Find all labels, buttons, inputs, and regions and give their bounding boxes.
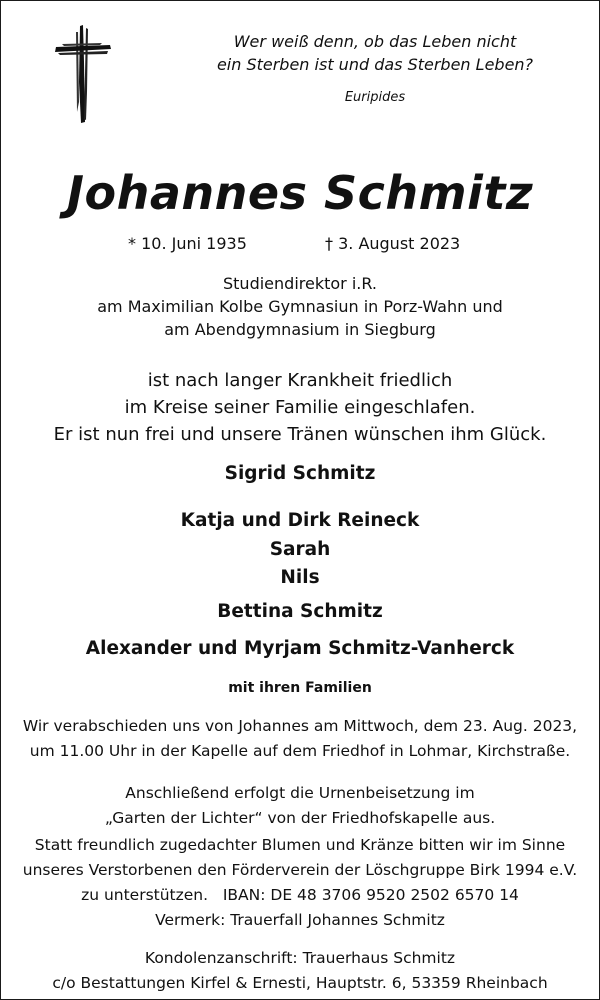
donation-line: Vermerk: Trauerfall Johannes Schmitz bbox=[155, 911, 445, 929]
mourner-name: Katja und Dirk Reineck bbox=[180, 510, 420, 531]
condolence-address bbox=[0, 946, 600, 996]
mourner-name: Alexander und Myrjam Schmitz-Vanherck bbox=[85, 638, 515, 659]
donation-info bbox=[0, 833, 600, 933]
title-line: am Maximilian Kolbe Gymnasiun in Porz-Wahn und bbox=[97, 297, 503, 316]
mourner-name: Nils bbox=[280, 567, 320, 588]
quote-line: Wer weiß denn, ob das Leben nicht bbox=[233, 32, 517, 51]
message-line: im Kreise seiner Familie eingeschlafen. bbox=[124, 397, 476, 418]
message-line: ist nach langer Krankheit friedlich bbox=[147, 370, 453, 391]
urn-line: „Garten der Lichter“ von der Friedhofskapelle aus. bbox=[104, 809, 496, 827]
epigraph-quote bbox=[210, 30, 540, 76]
urn-line: Anschließend erfolgt die Urnenbeisetzung im bbox=[125, 784, 475, 802]
quote-author: Euripides bbox=[344, 90, 406, 105]
with-families-note: mit ihren Familien bbox=[228, 680, 372, 696]
title-line: Studiendirektor i.R. bbox=[223, 274, 377, 293]
title-line: am Abendgymnasium in Siegburg bbox=[164, 320, 436, 339]
ceremony-line: um 11.00 Uhr in der Kapelle auf dem Friedhof in Lohmar, Kirchstraße. bbox=[29, 742, 571, 760]
message-line: Er ist nun frei und unsere Tränen wünschen ihm Glück. bbox=[53, 424, 547, 445]
contact-line: c/o Bestattungen Kirfel & Ernesti, Hauptstr. 6, 53359 Rheinbach bbox=[52, 974, 548, 992]
mourner-spouse: Sigrid Schmitz bbox=[224, 463, 376, 484]
deceased-title bbox=[0, 272, 600, 341]
cross-icon bbox=[52, 22, 112, 124]
donation-line: zu unterstützen. IBAN: DE 48 3706 9520 2502 6570 14 bbox=[81, 886, 519, 904]
death-date: † 3. August 2023 bbox=[325, 234, 461, 253]
donation-line: Statt freundlich zugedachter Blumen und Kränze bitten wir im Sinne bbox=[34, 836, 566, 854]
quote-line: ein Sterben ist und das Sterben Leben? bbox=[216, 55, 534, 74]
death-message bbox=[0, 367, 600, 448]
mourner-name: Bettina Schmitz bbox=[217, 601, 383, 622]
donation-line: unseres Verstorbenen den Förderverein der Löschgruppe Birk 1994 e.V. bbox=[22, 861, 578, 879]
ceremony-info bbox=[0, 714, 600, 764]
birth-date: * 10. Juni 1935 bbox=[128, 234, 247, 253]
mourner-group bbox=[0, 507, 600, 593]
ceremony-line: Wir verabschieden uns von Johannes am Mittwoch, dem 23. Aug. 2023, bbox=[22, 717, 578, 735]
deceased-name: Johannes Schmitz bbox=[66, 166, 534, 220]
mourner-name: Sarah bbox=[269, 538, 331, 560]
urn-burial-info bbox=[0, 781, 600, 831]
contact-line: Kondolenzanschrift: Trauerhaus Schmitz bbox=[144, 949, 456, 967]
